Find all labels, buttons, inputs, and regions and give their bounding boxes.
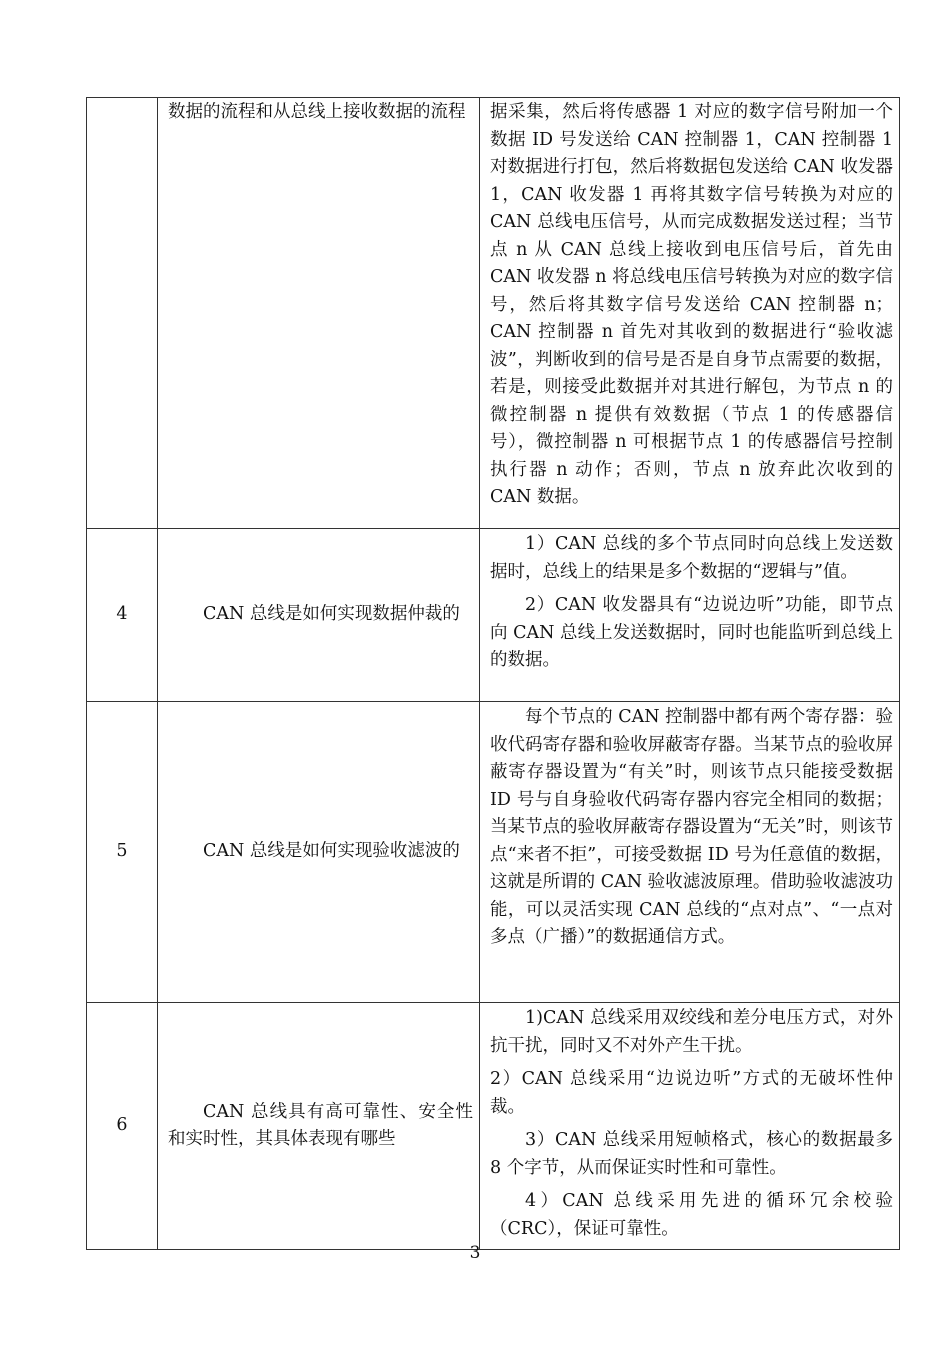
answer-text: 据采集，然后将传感器 1 对应的数字信号附加一个数据 ID 号发送给 CAN 控制器 1，CAN 控制器 1 对数据进行打包，然后将数据包发送给 CAN 收发器 1，CAN 收发器 1 再将其数字信号转换为对应的 CAN 总线电压信号，从而完成数据发送过程；当节点 n 从 CAN 总线上接收到电压信号后，首先由 CAN 收发器 n 将总线电压信号转换为对应的数字信号，然后将其数字信号发送给 CAN 控制器 n；CAN 控制器 n 首先对其收到的数据进行“验收滤波”，判断收到的信号是否是自身节点需要的数据，若是，则接受此数据并对其进行解包，为节点 n 的微控制器 n 提供有效数据（节点 1 的传感器信号），微控制器 n 可根据节点 1 的传感器信号控制执行器 n 动作；否则，节点 n 放弃此次收到的 CAN 数据。 bbox=[490, 102, 893, 507]
answer-paragraph: 2）CAN 收发器具有“边说边听”功能，即节点向 CAN 总线上发送数据时，同时也能监听到总线上的数据。 bbox=[490, 595, 893, 670]
answer-paragraph: 3）CAN 总线采用短帧格式，核心的数据最多 8 个字节，从而保证实时性和可靠性。 bbox=[490, 1130, 893, 1178]
answer-cell bbox=[480, 1003, 900, 1250]
table-row bbox=[87, 702, 900, 1003]
qa-table bbox=[86, 97, 900, 1250]
row-number: 6 bbox=[87, 1003, 158, 1250]
row-number: 4 bbox=[87, 529, 158, 702]
question-text: 数据的流程和从总线上接收数据的流程 bbox=[168, 102, 466, 122]
answer-cell bbox=[480, 529, 900, 702]
answer-paragraph: 4）CAN 总线采用先进的循环冗余校验（CRC），保证可靠性。 bbox=[490, 1191, 893, 1239]
answer-paragraph: 2）CAN 总线采用“边说边听”方式的无破坏性仲裁。 bbox=[490, 1069, 893, 1117]
table-row bbox=[87, 1003, 900, 1250]
row-number bbox=[87, 98, 158, 529]
table-row bbox=[87, 529, 900, 702]
answer-paragraph: 1）CAN 总线的多个节点同时向总线上发送数据时，总线上的结果是多个数据的“逻辑与”值。 bbox=[490, 534, 893, 582]
question-text: CAN 总线是如何实现验收滤波的 bbox=[203, 841, 460, 862]
question-text: CAN 总线具有高可靠性、安全性和实时性，其具体表现有哪些 bbox=[168, 1101, 473, 1149]
answer-paragraph: 1)CAN 总线采用双绞线和差分电压方式，对外抗干扰，同时又不对外产生干扰。 bbox=[490, 1008, 893, 1056]
question-cell bbox=[158, 1003, 480, 1250]
answer-paragraph: 每个节点的 CAN 控制器中都有两个寄存器：验收代码寄存器和验收屏蔽寄存器。当某节点的验收屏蔽寄存器设置为“有关”时，则该节点只能接受数据 ID 号与自身验收代码寄存器内容完全相同的数据；当某节点的验收屏蔽寄存器设置为“无关”时，则该节点“来者不拒”，可接受数据 ID 号为任意值的数据，这就是所谓的 CAN 验收滤波原理。借助验收滤波功能，可以灵活实现 CAN 总线的“点对点”、“一点对多点（广播）”的数据通信方式。 bbox=[490, 707, 893, 947]
answer-cell bbox=[480, 702, 900, 1003]
table-row bbox=[87, 98, 900, 529]
page-number: 3 bbox=[469, 1243, 481, 1263]
question-text: CAN 总线是如何实现数据仲裁的 bbox=[203, 604, 460, 625]
answer-cell bbox=[480, 98, 900, 529]
question-cell bbox=[158, 98, 480, 529]
question-cell bbox=[158, 702, 480, 1003]
row-number: 5 bbox=[87, 702, 158, 1003]
question-cell bbox=[158, 529, 480, 702]
